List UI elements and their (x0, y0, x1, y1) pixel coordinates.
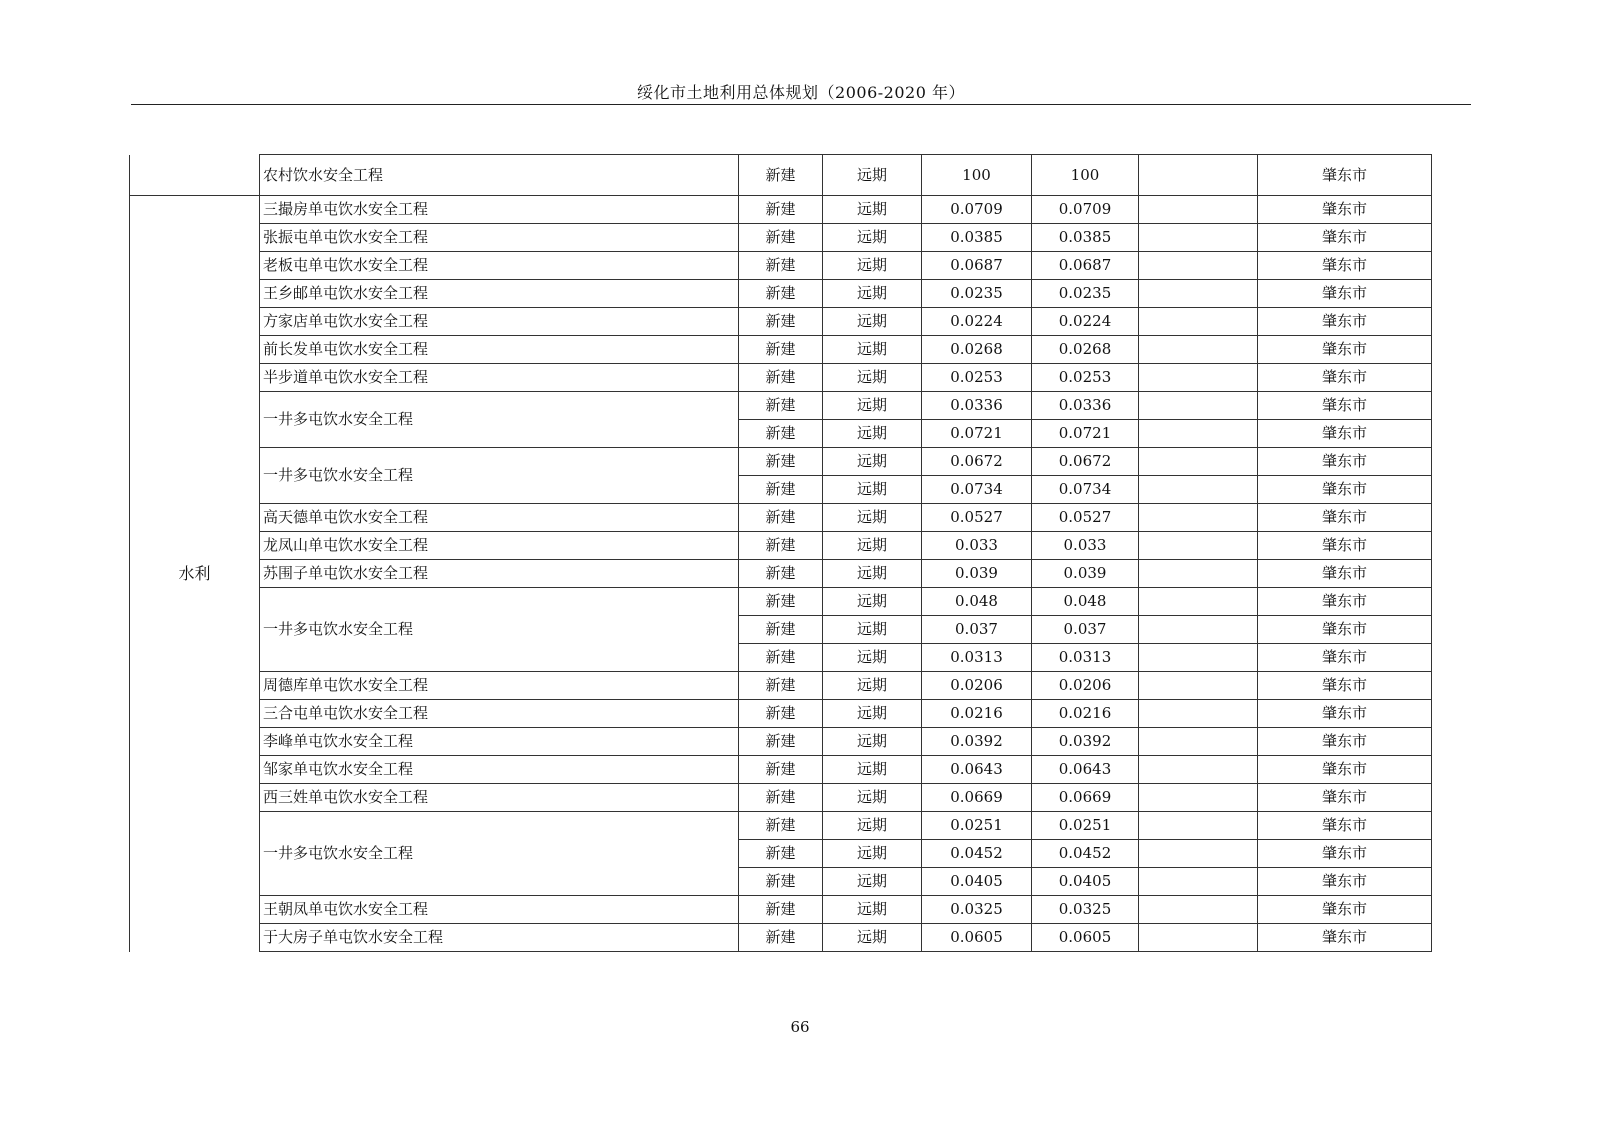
table-row (130, 252, 1432, 280)
note-cell (1139, 588, 1258, 616)
note-cell (1139, 252, 1258, 280)
period: 远期 (823, 364, 922, 392)
value-2: 0.0669 (1032, 784, 1139, 812)
value-2: 0.0672 (1032, 448, 1139, 476)
period: 远期 (823, 420, 922, 448)
construction-type: 新建 (739, 280, 823, 308)
value-2: 0.0643 (1032, 756, 1139, 784)
project-name: 前长发单屯饮水安全工程 (260, 336, 739, 364)
construction-type: 新建 (739, 476, 823, 504)
value-1: 0.0643 (922, 756, 1032, 784)
project-name: 三合屯单屯饮水安全工程 (260, 700, 739, 728)
region: 肇东市 (1258, 896, 1432, 924)
region: 肇东市 (1258, 224, 1432, 252)
note-cell (1139, 896, 1258, 924)
table-row (130, 448, 1432, 476)
period: 远期 (823, 252, 922, 280)
period: 远期 (823, 644, 922, 672)
project-name: 龙凤山单屯饮水安全工程 (260, 532, 739, 560)
note-cell (1139, 392, 1258, 420)
region: 肇东市 (1258, 336, 1432, 364)
value-1: 0.0687 (922, 252, 1032, 280)
period: 远期 (823, 728, 922, 756)
construction-type: 新建 (739, 532, 823, 560)
period: 远期 (823, 588, 922, 616)
table-row (130, 196, 1432, 224)
value-1: 0.0527 (922, 504, 1032, 532)
construction-type: 新建 (739, 868, 823, 896)
period: 远期 (823, 924, 922, 952)
region: 肇东市 (1258, 155, 1432, 196)
table-row (130, 224, 1432, 252)
value-1: 0.0385 (922, 224, 1032, 252)
note-cell (1139, 812, 1258, 840)
region: 肇东市 (1258, 672, 1432, 700)
note-cell (1139, 700, 1258, 728)
project-name: 一井多屯饮水安全工程 (260, 812, 739, 896)
note-cell (1139, 560, 1258, 588)
construction-type: 新建 (739, 364, 823, 392)
period: 远期 (823, 616, 922, 644)
value-2: 0.0251 (1032, 812, 1139, 840)
note-cell (1139, 155, 1258, 196)
project-name: 王乡邮单屯饮水安全工程 (260, 280, 739, 308)
note-cell (1139, 532, 1258, 560)
category-cell: 水利 (130, 196, 260, 952)
construction-type: 新建 (739, 756, 823, 784)
table-row (130, 336, 1432, 364)
region: 肇东市 (1258, 448, 1432, 476)
value-2: 0.0687 (1032, 252, 1139, 280)
period: 远期 (823, 532, 922, 560)
region: 肇东市 (1258, 616, 1432, 644)
value-1: 0.0253 (922, 364, 1032, 392)
construction-type: 新建 (739, 616, 823, 644)
region: 肇东市 (1258, 364, 1432, 392)
note-cell (1139, 756, 1258, 784)
value-2: 0.0224 (1032, 308, 1139, 336)
project-name: 张振屯单屯饮水安全工程 (260, 224, 739, 252)
project-name: 半步道单屯饮水安全工程 (260, 364, 739, 392)
construction-type: 新建 (739, 784, 823, 812)
construction-type: 新建 (739, 420, 823, 448)
value-1: 0.0206 (922, 672, 1032, 700)
region: 肇东市 (1258, 504, 1432, 532)
value-1: 0.037 (922, 616, 1032, 644)
construction-type: 新建 (739, 252, 823, 280)
region: 肇东市 (1258, 196, 1432, 224)
region: 肇东市 (1258, 924, 1432, 952)
value-2: 0.0325 (1032, 896, 1139, 924)
construction-type: 新建 (739, 224, 823, 252)
note-cell (1139, 728, 1258, 756)
value-2: 0.048 (1032, 588, 1139, 616)
value-1: 0.0251 (922, 812, 1032, 840)
table-row (130, 364, 1432, 392)
value-1: 0.0325 (922, 896, 1032, 924)
project-name: 一井多屯饮水安全工程 (260, 392, 739, 448)
project-name: 方家店单屯饮水安全工程 (260, 308, 739, 336)
period: 远期 (823, 840, 922, 868)
value-1: 0.0709 (922, 196, 1032, 224)
note-cell (1139, 504, 1258, 532)
category-cell-empty (130, 155, 260, 196)
value-1: 0.0405 (922, 868, 1032, 896)
construction-type: 新建 (739, 392, 823, 420)
project-table (129, 154, 1432, 952)
value-1: 0.0452 (922, 840, 1032, 868)
construction-type: 新建 (739, 924, 823, 952)
page-header-title: 绥化市土地利用总体规划（2006-2020 年） (637, 83, 965, 102)
note-cell (1139, 840, 1258, 868)
value-2: 0.0253 (1032, 364, 1139, 392)
period: 远期 (823, 504, 922, 532)
construction-type: 新建 (739, 588, 823, 616)
table-row (130, 700, 1432, 728)
note-cell (1139, 420, 1258, 448)
note-cell (1139, 672, 1258, 700)
construction-type: 新建 (739, 840, 823, 868)
value-1: 0.048 (922, 588, 1032, 616)
value-1: 0.039 (922, 560, 1032, 588)
project-name: 邹家单屯饮水安全工程 (260, 756, 739, 784)
table-row (130, 672, 1432, 700)
region: 肇东市 (1258, 588, 1432, 616)
period: 远期 (823, 784, 922, 812)
project-name: 一井多屯饮水安全工程 (260, 448, 739, 504)
construction-type: 新建 (739, 560, 823, 588)
region: 肇东市 (1258, 700, 1432, 728)
project-name: 三撮房单屯饮水安全工程 (260, 196, 739, 224)
value-2: 0.0216 (1032, 700, 1139, 728)
region: 肇东市 (1258, 812, 1432, 840)
note-cell (1139, 868, 1258, 896)
project-name: 高天德单屯饮水安全工程 (260, 504, 739, 532)
region: 肇东市 (1258, 252, 1432, 280)
value-2: 0.0405 (1032, 868, 1139, 896)
period: 远期 (823, 812, 922, 840)
table-row (130, 504, 1432, 532)
construction-type: 新建 (739, 700, 823, 728)
period: 远期 (823, 448, 922, 476)
value-2: 0.0709 (1032, 196, 1139, 224)
table-row (130, 560, 1432, 588)
note-cell (1139, 224, 1258, 252)
value-1: 0.0672 (922, 448, 1032, 476)
value-2: 0.0452 (1032, 840, 1139, 868)
region: 肇东市 (1258, 420, 1432, 448)
value-2: 0.0385 (1032, 224, 1139, 252)
construction-type: 新建 (739, 155, 823, 196)
table-row (130, 812, 1432, 840)
header-divider (131, 104, 1471, 105)
period: 远期 (823, 700, 922, 728)
period: 远期 (823, 756, 922, 784)
construction-type: 新建 (739, 672, 823, 700)
construction-type: 新建 (739, 644, 823, 672)
project-name: 苏围子单屯饮水安全工程 (260, 560, 739, 588)
note-cell (1139, 476, 1258, 504)
table-row (130, 532, 1432, 560)
table-row (130, 280, 1432, 308)
period: 远期 (823, 560, 922, 588)
value-1: 0.0224 (922, 308, 1032, 336)
period: 远期 (823, 308, 922, 336)
period: 远期 (823, 672, 922, 700)
table-row (130, 588, 1432, 616)
value-1: 0.0721 (922, 420, 1032, 448)
period: 远期 (823, 155, 922, 196)
value-1: 0.0268 (922, 336, 1032, 364)
note-cell (1139, 924, 1258, 952)
construction-type: 新建 (739, 196, 823, 224)
project-name: 一井多屯饮水安全工程 (260, 588, 739, 672)
note-cell (1139, 644, 1258, 672)
value-1: 100 (922, 155, 1032, 196)
value-2: 0.0235 (1032, 280, 1139, 308)
value-1: 0.0235 (922, 280, 1032, 308)
region: 肇东市 (1258, 784, 1432, 812)
value-1: 0.0336 (922, 392, 1032, 420)
period: 远期 (823, 476, 922, 504)
value-2: 0.0721 (1032, 420, 1139, 448)
value-2: 0.0527 (1032, 504, 1139, 532)
region: 肇东市 (1258, 476, 1432, 504)
value-1: 0.0605 (922, 924, 1032, 952)
project-name: 李峰单屯饮水安全工程 (260, 728, 739, 756)
period: 远期 (823, 280, 922, 308)
region: 肇东市 (1258, 644, 1432, 672)
period: 远期 (823, 868, 922, 896)
value-2: 0.0734 (1032, 476, 1139, 504)
region: 肇东市 (1258, 840, 1432, 868)
region: 肇东市 (1258, 728, 1432, 756)
page-number: 66 (790, 1018, 810, 1036)
construction-type: 新建 (739, 308, 823, 336)
value-2: 0.033 (1032, 532, 1139, 560)
note-cell (1139, 196, 1258, 224)
value-2: 0.0313 (1032, 644, 1139, 672)
value-2: 0.0206 (1032, 672, 1139, 700)
table-row (130, 392, 1432, 420)
value-2: 0.0336 (1032, 392, 1139, 420)
note-cell (1139, 448, 1258, 476)
note-cell (1139, 616, 1258, 644)
table-row (130, 308, 1432, 336)
table-row (130, 924, 1432, 952)
note-cell (1139, 364, 1258, 392)
construction-type: 新建 (739, 504, 823, 532)
construction-type: 新建 (739, 448, 823, 476)
value-2: 100 (1032, 155, 1139, 196)
region: 肇东市 (1258, 532, 1432, 560)
construction-type: 新建 (739, 896, 823, 924)
value-1: 0.0313 (922, 644, 1032, 672)
project-name: 于大房子单屯饮水安全工程 (260, 924, 739, 952)
period: 远期 (823, 196, 922, 224)
value-2: 0.0268 (1032, 336, 1139, 364)
region: 肇东市 (1258, 280, 1432, 308)
project-name: 周德库单屯饮水安全工程 (260, 672, 739, 700)
period: 远期 (823, 392, 922, 420)
value-2: 0.0605 (1032, 924, 1139, 952)
value-1: 0.0669 (922, 784, 1032, 812)
value-2: 0.037 (1032, 616, 1139, 644)
note-cell (1139, 308, 1258, 336)
project-name: 西三姓单屯饮水安全工程 (260, 784, 739, 812)
table-row (130, 784, 1432, 812)
note-cell (1139, 280, 1258, 308)
value-1: 0.0216 (922, 700, 1032, 728)
value-1: 0.0734 (922, 476, 1032, 504)
table-row (130, 896, 1432, 924)
construction-type: 新建 (739, 812, 823, 840)
table-row (130, 155, 1432, 196)
value-2: 0.039 (1032, 560, 1139, 588)
project-name: 王朝凤单屯饮水安全工程 (260, 896, 739, 924)
table-row (130, 728, 1432, 756)
note-cell (1139, 336, 1258, 364)
value-2: 0.0392 (1032, 728, 1139, 756)
region: 肇东市 (1258, 756, 1432, 784)
value-1: 0.033 (922, 532, 1032, 560)
project-name: 老板屯单屯饮水安全工程 (260, 252, 739, 280)
table-row (130, 756, 1432, 784)
period: 远期 (823, 896, 922, 924)
project-name: 农村饮水安全工程 (260, 155, 739, 196)
region: 肇东市 (1258, 392, 1432, 420)
period: 远期 (823, 224, 922, 252)
period: 远期 (823, 336, 922, 364)
value-1: 0.0392 (922, 728, 1032, 756)
construction-type: 新建 (739, 336, 823, 364)
region: 肇东市 (1258, 868, 1432, 896)
region: 肇东市 (1258, 308, 1432, 336)
construction-type: 新建 (739, 728, 823, 756)
region: 肇东市 (1258, 560, 1432, 588)
note-cell (1139, 784, 1258, 812)
